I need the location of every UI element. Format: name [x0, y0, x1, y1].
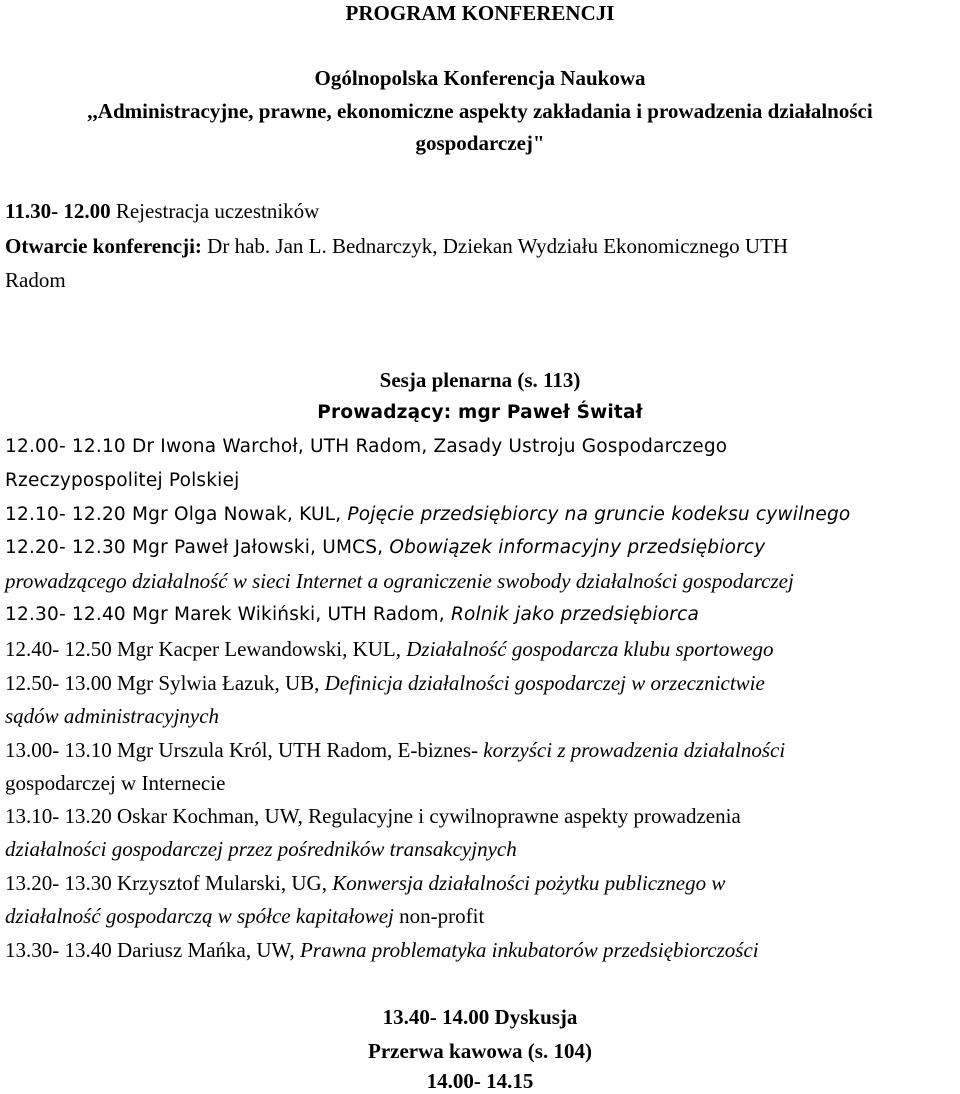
talk-9-line-1: [5, 870, 955, 896]
talk-5-line-1: [5, 636, 955, 662]
opening-label: Otwarcie konferencji:: [5, 234, 202, 258]
talk-9-line-2: [5, 903, 955, 929]
talk-6-line-2: [5, 703, 955, 729]
talk-7-line-1: [5, 737, 955, 763]
talk-1-text: 12.00- 12.10 Dr Iwona Warchoł, UTH Radom, Zasady Ustroju Gospodarczego: [5, 436, 728, 457]
registration-line: [5, 198, 955, 224]
talk-8-line-2: [5, 836, 955, 862]
talk-7-title-cont: gospodarczej w Internecie: [5, 771, 226, 795]
talk-2-title: Pojęcie przedsiębiorcy na gruncie kodeksu cywilnego: [347, 504, 851, 525]
talk-9-title-cont: działalność gospodarczą w spółce kapitałowej: [5, 904, 394, 928]
conference-subtitle: Ogólnopolska Konferencja Naukowa: [314, 66, 646, 90]
talk-1-line-1: [5, 434, 955, 460]
talk-9-title: Konwersja działalności pożytku publicznego w: [332, 871, 726, 895]
program-title: PROGRAM KONFERENCJI: [345, 1, 615, 25]
talk-4-speaker: 12.30- 12.40 Mgr Marek Wikiński, UTH Radom,: [5, 604, 451, 625]
talk-10-line-1: [5, 937, 955, 963]
talk-3-speaker: 12.20- 12.30 Mgr Paweł Jałowski, UMCS,: [5, 537, 390, 558]
talk-3-title-cont: prowadzącego działalność w sieci Internet a ograniczenie swobody działalności gospodarczej: [5, 569, 794, 593]
coffee-break-line: Przerwa kawowa (s. 104): [368, 1039, 592, 1063]
talk-5-speaker: 12.40- 12.50 Mgr Kacper Lewandowski, KUL,: [5, 637, 407, 661]
talk-6-speaker: 12.50- 13.00 Mgr Sylwia Łazuk, UB,: [5, 671, 325, 695]
talk-2-line-1: [5, 502, 955, 528]
talk-10-title: Prawna problematyka inkubatorów przedsiębiorczości: [299, 938, 759, 962]
opening-line: [5, 233, 955, 259]
talk-7-title: korzyści z prowadzenia działalności: [483, 738, 786, 762]
conference-topic-line-2: gospodarczej": [415, 131, 545, 155]
talk-9-speaker: 13.20- 13.30 Krzysztof Mularski, UG,: [5, 871, 333, 895]
talk-10-speaker: 13.30- 13.40 Dariusz Mańka, UW,: [5, 938, 300, 962]
conference-topic-line-1: ,,Administracyjne, prawne, ekonomiczne aspekty zakładania i prowadzenia działalności: [87, 99, 873, 123]
talk-9-title-suffix: non-profit: [393, 904, 485, 928]
talk-7-speaker: 13.00- 13.10 Mgr Urszula Król, UTH Radom, E-biznes-: [5, 738, 484, 762]
talk-6-line-1: [5, 670, 955, 696]
opening-line-cont: Radom: [5, 268, 66, 292]
talk-5-title: Działalność gospodarcza klubu sportowego: [406, 637, 774, 661]
talk-6-title-cont: sądów administracyjnych: [5, 704, 220, 728]
talk-3-title: Obowiązek informacyjny przedsiębiorcy: [389, 537, 766, 558]
registration-text: Rejestracja uczestników: [110, 199, 320, 223]
talk-3-line-1: [5, 535, 955, 561]
talk-6-title: Definicja działalności gospodarczej w orzecznictwie: [324, 671, 765, 695]
session-title: Sesja plenarna (s. 113): [379, 368, 581, 392]
discussion-line: 13.40- 14.00 Dyskusja: [382, 1005, 578, 1029]
talk-8-title-cont: działalności gospodarczej przez pośredników transakcyjnych: [5, 837, 517, 861]
opening-text: Dr hab. Jan L. Bednarczyk, Dziekan Wydziału Ekonomicznego UTH: [201, 234, 789, 258]
talk-1-text-cont: Rzeczypospolitej Polskiej: [5, 470, 240, 491]
session-chair: Prowadzący: mgr Paweł Świtał: [317, 402, 643, 423]
talk-2-speaker: 12.10- 12.20 Mgr Olga Nowak, KUL,: [5, 504, 348, 525]
talk-8-text: 13.10- 13.20 Oskar Kochman, UW, Regulacyjne i cywilnoprawne aspekty prowadzenia: [5, 804, 741, 828]
talk-4-line-1: [5, 602, 955, 628]
registration-time: 11.30- 12.00: [5, 199, 111, 223]
talk-4-title: Rolnik jako przedsiębiorca: [450, 604, 699, 625]
talk-1-line-2: [5, 468, 955, 494]
talk-3-line-2: [5, 568, 955, 594]
coffee-break-time: 14.00- 14.15: [426, 1069, 534, 1093]
talk-8-line-1: [5, 803, 955, 829]
talk-7-line-2: [5, 770, 955, 796]
